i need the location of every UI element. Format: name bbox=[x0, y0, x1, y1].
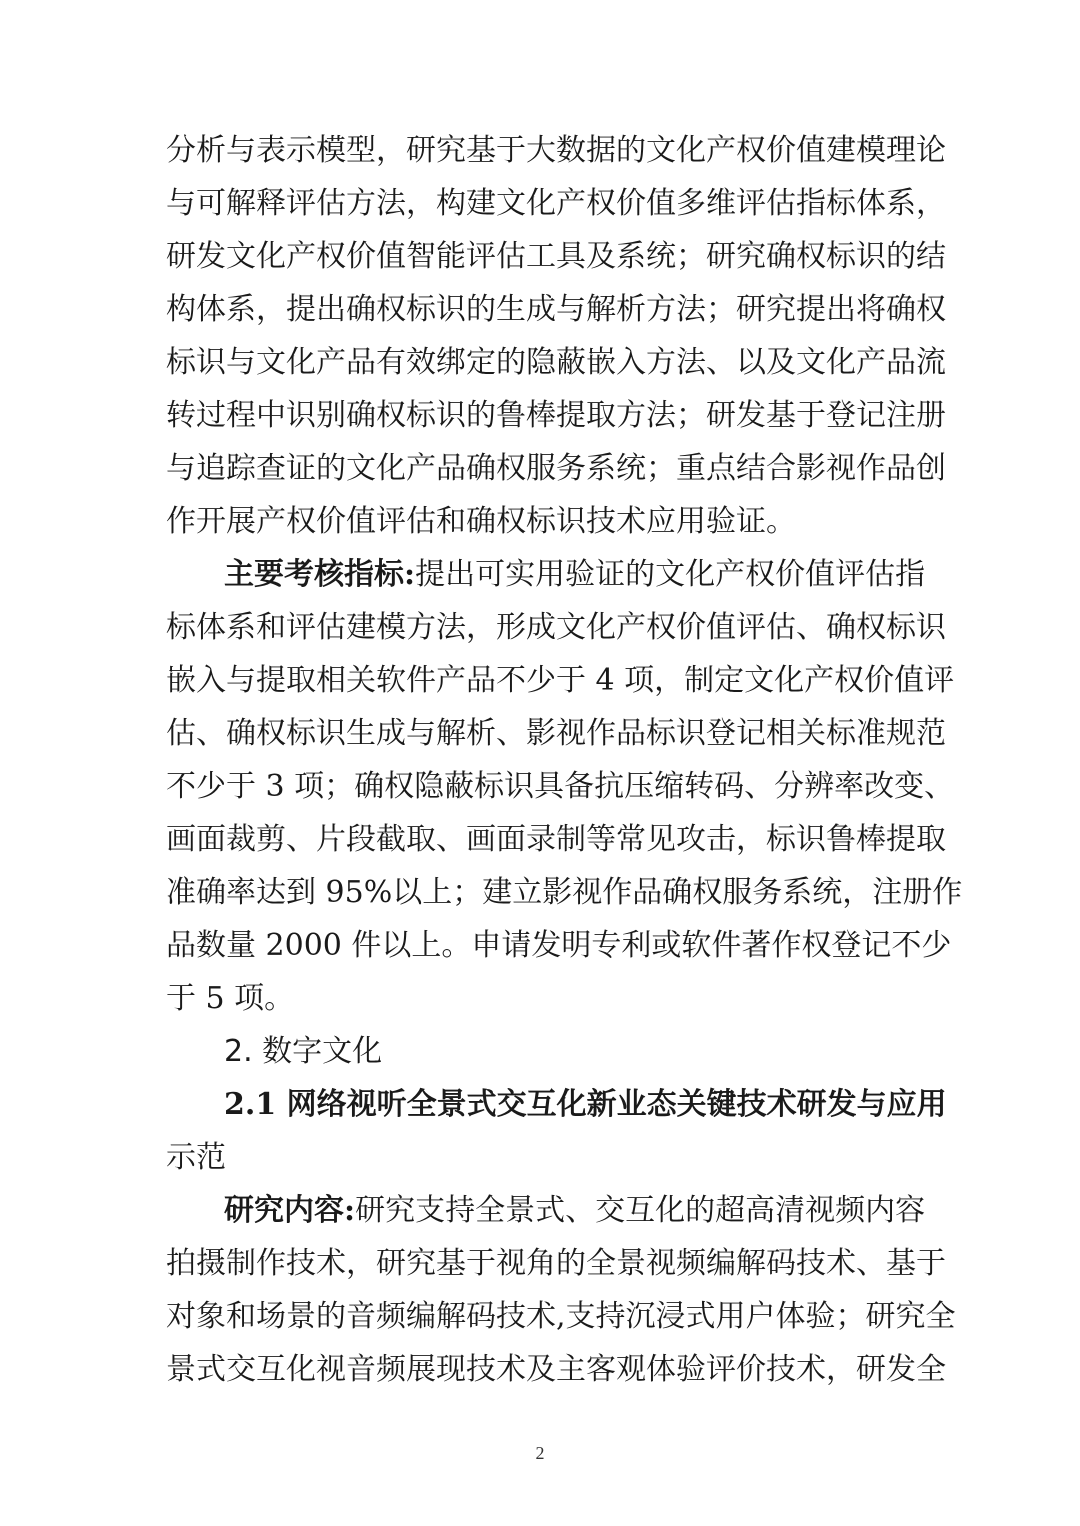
body-line: 对象和场景的音频编解码技术,支持沉浸式用户体验；研究全 bbox=[166, 1299, 956, 1334]
body-line: 分析与表示模型，研究基于大数据的文化产权价值建模理论 bbox=[166, 133, 946, 168]
subsection-heading-continued: 示范 bbox=[166, 1140, 226, 1175]
body-line: 估、确权标识生成与解析、影视作品标识登记相关标准规范 bbox=[166, 716, 946, 751]
body-line: 品数量 2000 件以上。申请发明专利或软件著作权登记不少 bbox=[166, 928, 952, 963]
body-line: 与追踪查证的文化产品确权服务系统；重点结合影视作品创 bbox=[166, 451, 946, 486]
research-content-label: 研究内容: bbox=[224, 1193, 356, 1228]
body-line: 拍摄制作技术，研究基于视角的全景视频编解码技术、基于 bbox=[166, 1246, 946, 1281]
subsection-heading: 2.1 网络视听全景式交互化新业态关键技术研发与应用 bbox=[224, 1087, 947, 1122]
body-line: 转过程中识别确权标识的鲁棒提取方法；研发基于登记注册 bbox=[166, 398, 946, 433]
section-heading: 2. 数字文化 bbox=[224, 1034, 383, 1069]
assessment-first-line bbox=[166, 548, 926, 601]
body-line: 研发文化产权价值智能评估工具及系统；研究确权标识的结 bbox=[166, 239, 946, 274]
body-line: 准确率达到 95%以上；建立影视作品确权服务系统，注册作 bbox=[166, 875, 963, 910]
body-line: 嵌入与提取相关软件产品不少于 4 项，制定文化产权价值评 bbox=[166, 663, 955, 698]
assessment-first-text: 提出可实用验证的文化产权价值评估指 bbox=[415, 557, 926, 592]
body-line: 不少于 3 项；确权隐蔽标识具备抗压缩转码、分辨率改变、 bbox=[166, 769, 955, 804]
body-line: 标识与文化产品有效绑定的隐蔽嵌入方法、以及文化产品流 bbox=[166, 345, 946, 380]
body-line: 作开展产权价值评估和确权标识技术应用验证。 bbox=[166, 504, 796, 539]
body-line: 景式交互化视音频展现技术及主客观体验评价技术，研发全 bbox=[166, 1352, 946, 1387]
body-line: 与可解释评估方法，构建文化产权价值多维评估指标体系， bbox=[166, 186, 946, 221]
assessment-label: 主要考核指标: bbox=[224, 557, 416, 592]
document-body bbox=[166, 124, 963, 1396]
body-line: 标体系和评估建模方法，形成文化产权价值评估、确权标识 bbox=[166, 610, 946, 645]
body-line: 画面裁剪、片段截取、画面录制等常见攻击，标识鲁棒提取 bbox=[166, 822, 946, 857]
body-line: 于 5 项。 bbox=[166, 981, 295, 1016]
body-line: 构体系，提出确权标识的生成与解析方法；研究提出将确权 bbox=[166, 292, 946, 327]
research-content-first-line bbox=[166, 1184, 926, 1237]
page-number: 2 bbox=[535, 1443, 545, 1463]
research-content-first-text: 研究支持全景式、交互化的超高清视频内容 bbox=[355, 1193, 926, 1228]
